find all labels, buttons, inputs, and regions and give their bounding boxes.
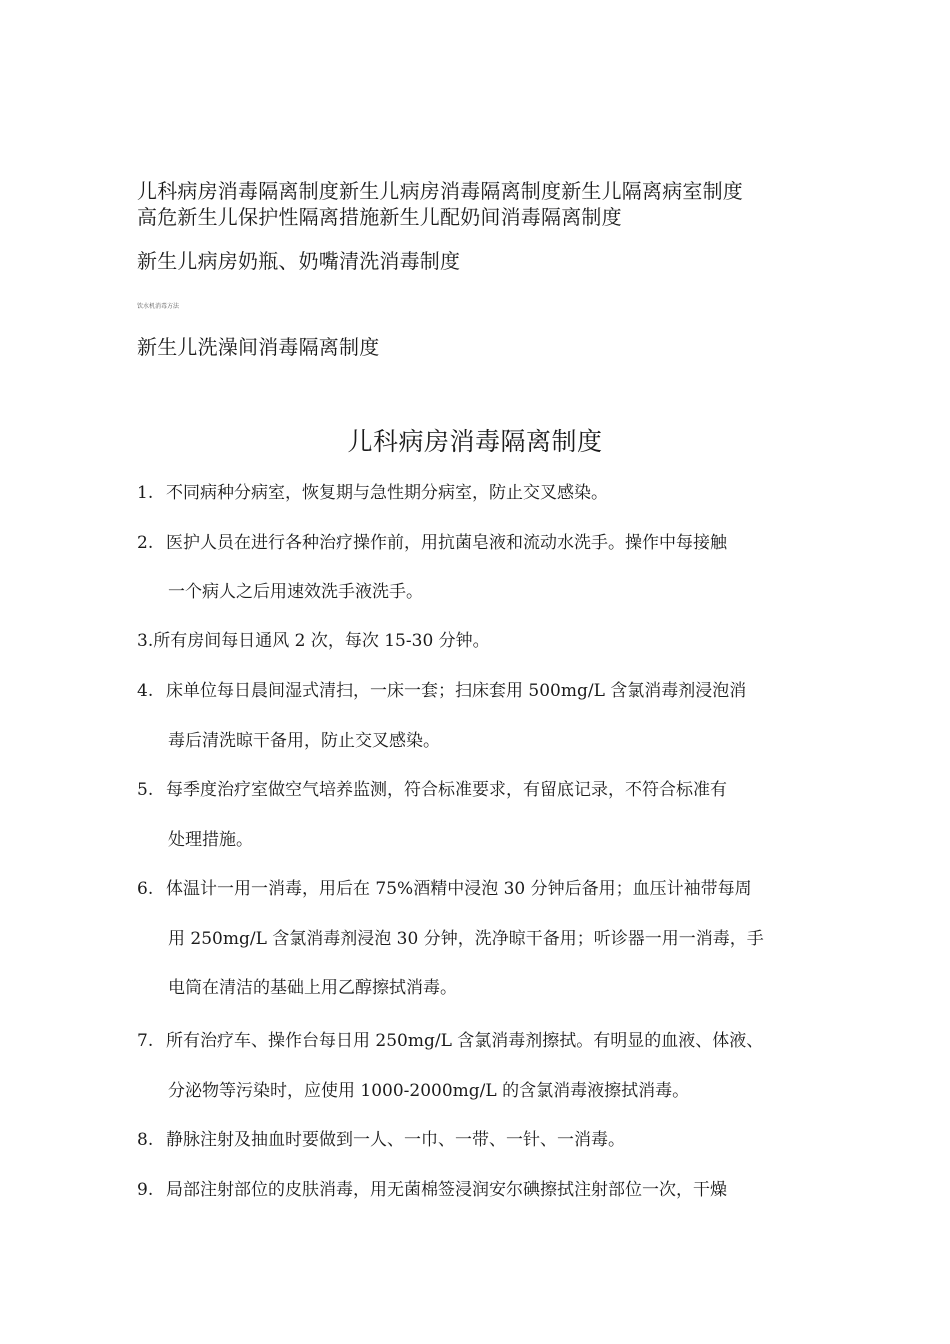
toc-line-1: 儿科病房消毒隔离制度新生儿病房消毒隔离制度新生儿隔离病室制度 [137, 179, 743, 203]
item-7-number: 7. [137, 1031, 154, 1051]
toc-line-2: 高危新生儿保护性隔离措施新生儿配奶间消毒隔离制度 [137, 205, 622, 229]
item-2-line-1: 医护人员在进行各种治疗操作前，用抗菌皂液和流动水洗手。操作中每接触 [166, 533, 727, 553]
toc-line-3: 新生儿病房奶瓶、奶嘴清洗消毒制度 [137, 249, 461, 273]
item-3-line-1: 3.所有房间每日通风 2 次，每次 15-30 分钟。 [137, 631, 490, 651]
item-5-line-2: 处理措施。 [168, 830, 253, 850]
item-6-line-1: 体温计一用一消毒，用后在 75%酒精中浸泡 30 分钟后备用；血压计袖带每周 [166, 879, 752, 899]
item-5-line-1: 每季度治疗室做空气培养监测，符合标准要求，有留底记录，不符合标准有 [166, 780, 727, 800]
item-4-line-2: 毒后清洗晾干备用，防止交叉感染。 [168, 731, 440, 751]
item-8-number: 8. [137, 1130, 154, 1150]
item-4-number: 4. [137, 681, 154, 701]
section-title: 儿科病房消毒隔离制度 [347, 427, 603, 456]
item-6-number: 6. [137, 879, 154, 899]
item-1-line-1: 不同病种分病室，恢复期与急性期分病室，防止交叉感染。 [166, 483, 608, 503]
item-2-number: 2. [137, 533, 154, 553]
item-6-line-3: 电筒在清洁的基础上用乙醇擦拭消毒。 [168, 978, 457, 998]
item-6-line-2: 用 250mg/L 含氯消毒剂浸泡 30 分钟，洗净晾干备用；听诊器一用一消毒，手 [168, 929, 764, 949]
item-8-line-1: 静脉注射及抽血时要做到一人、一巾、一带、一针、一消毒。 [166, 1130, 625, 1150]
item-7-line-1: 所有治疗车、操作台每日用 250mg/L 含氯消毒剂擦拭。有明显的血液、体液、 [166, 1031, 764, 1051]
item-9-line-1: 局部注射部位的皮肤消毒，用无菌棉签浸润安尔碘擦拭注射部位一次，干燥 [166, 1180, 727, 1200]
item-9-number: 9. [137, 1180, 154, 1200]
item-2-line-2: 一个病人之后用速效洗手液洗手。 [168, 582, 423, 602]
item-4-line-1: 床单位每日晨间湿式清扫，一床一套；扫床套用 500mg/L 含氯消毒剂浸泡消 [166, 681, 747, 701]
small-note: 饮水机消毒方法 [137, 303, 180, 310]
item-1-number: 1. [137, 483, 154, 503]
item-7-line-2: 分泌物等污染时，应使用 1000-2000mg/L 的含氯消毒液擦拭消毒。 [168, 1081, 690, 1101]
toc-line-4: 新生儿洗澡间消毒隔离制度 [137, 335, 380, 359]
item-5-number: 5. [137, 780, 154, 800]
